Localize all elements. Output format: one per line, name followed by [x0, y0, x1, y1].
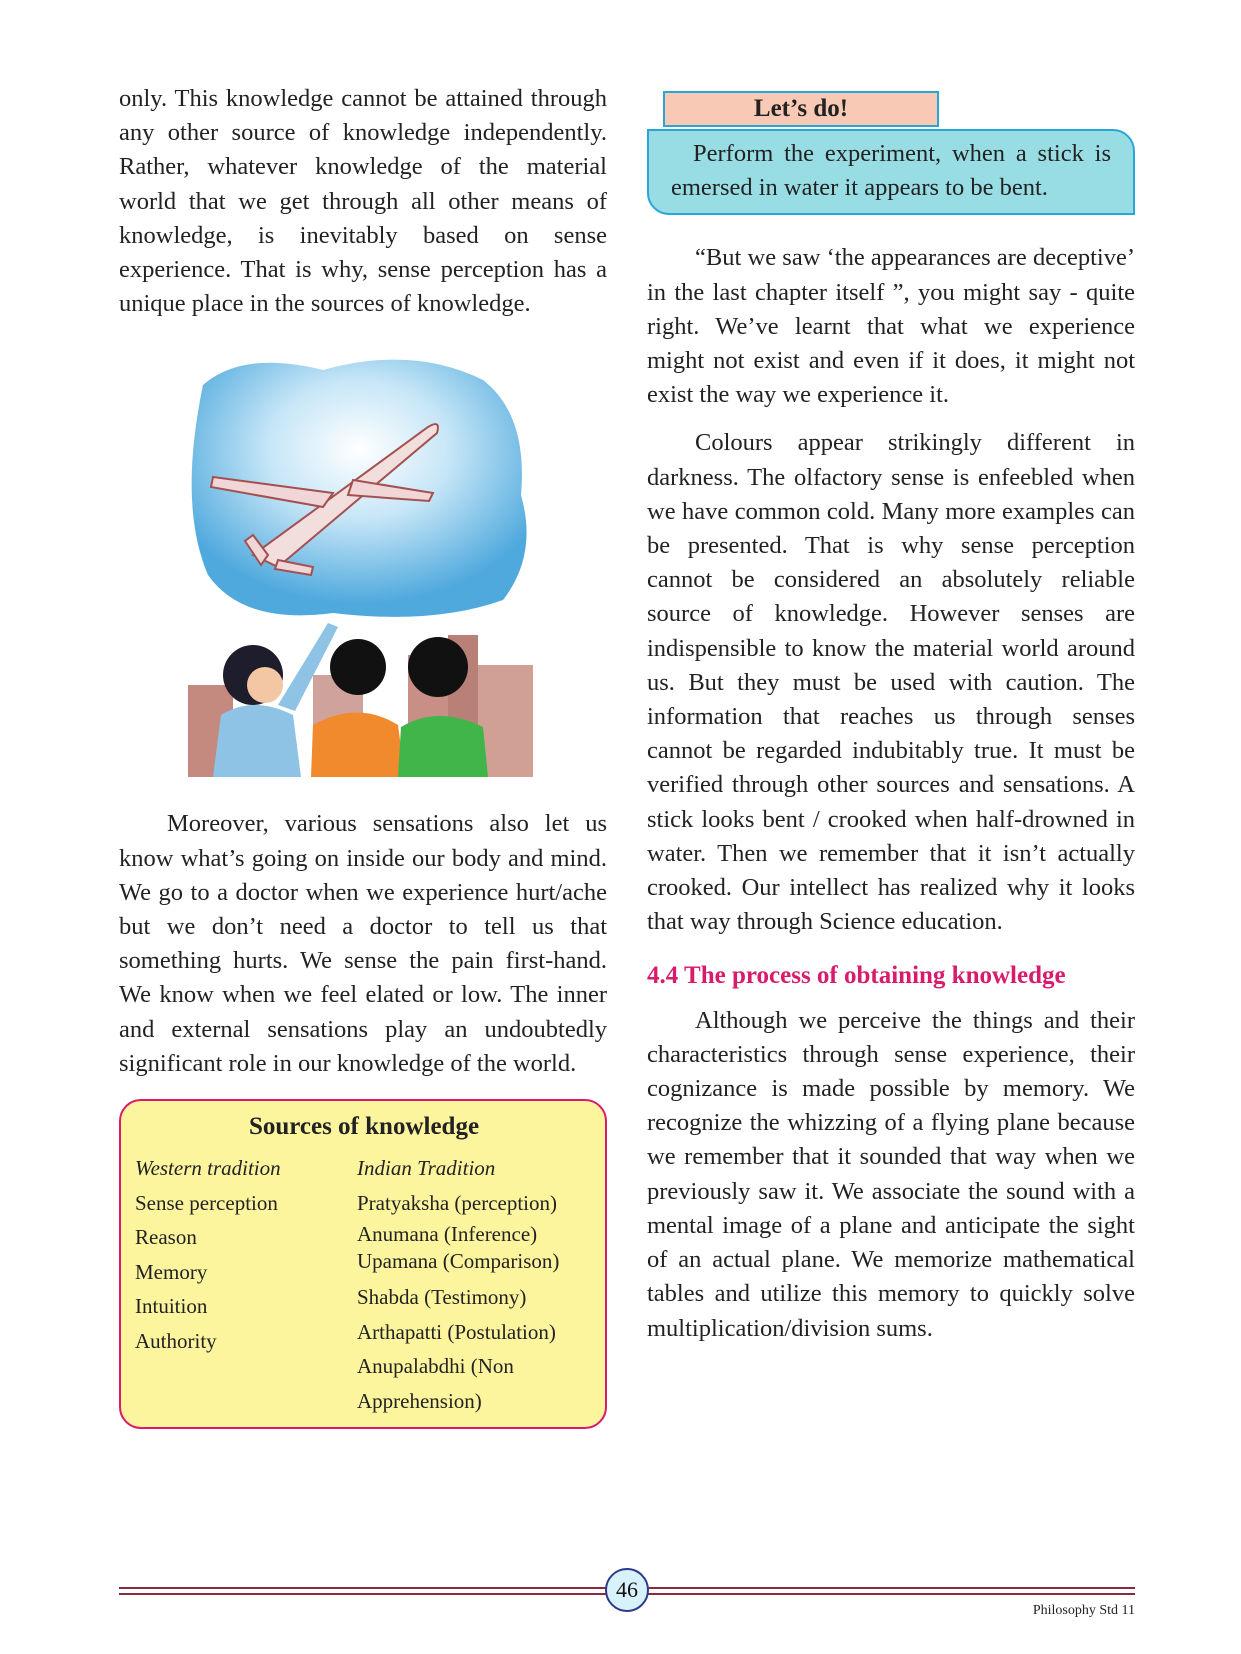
- western-tradition-heading: Western tradition: [135, 1156, 281, 1181]
- left-paragraph-1: only. This knowledge cannot be attained through any other source of knowledge independently. Rather, whatever knowledge of the material world that we get through all other means of knowledge, is inevitably based on sense experience. That is why, sense perception has a unique place in the sources of knowledge.: [119, 85, 607, 318]
- right-paragraph-1: “But we saw ‘the appearances are deceptive’ in the last chapter itself ”, you might say - quite right. We’ve learnt that what we experience might not exist and even if it does, it might not exist the way we experience it.: [647, 244, 1135, 409]
- western-item: Intuition: [135, 1294, 208, 1319]
- sources-of-knowledge-box: [119, 1099, 607, 1429]
- indian-item: Anupalabdhi (Non: [357, 1354, 514, 1379]
- lets-do-box: [647, 129, 1135, 215]
- illustration-children-watching-airplane: [183, 355, 543, 777]
- indian-tradition-heading: Indian Tradition: [357, 1156, 496, 1181]
- lets-do-text: Perform the experiment, when a stick is emersed in water it appears to be bent.: [671, 140, 1111, 202]
- right-column: [647, 91, 1135, 1346]
- footer-book-title: Philosophy Std 11: [1032, 1603, 1135, 1618]
- right-paragraph-3: Although we perceive the things and their characteristics through sense experience, their cognizance is made possible by memory. We recognize the whizzing of a flying plane because we remember that it sounded that way when we previously saw it. We associate the sound with a mental image of a plane and anticipate the sight of an actual plane. We memorize mathematical tables and utilize this memory to quickly solve multiplication/division sums.: [647, 1006, 1135, 1342]
- indian-tradition-column: [357, 1151, 559, 1418]
- sources-box-title: Sources of knowledge: [248, 1113, 480, 1141]
- indian-item: Arthapatti (Postulation): [357, 1319, 556, 1344]
- page-number: 46: [605, 1568, 649, 1612]
- indian-item: Anumana (Inference): [357, 1222, 538, 1247]
- section-heading-4-4: 4.4 The process of obtaining knowledge: [647, 962, 1066, 990]
- western-item: Sense perception: [135, 1190, 278, 1215]
- western-tradition-column: [135, 1151, 357, 1418]
- left-paragraph-2: Moreover, various sensations also let us know what’s going on inside our body and mind. We go to a doctor when we experience hurt/ache but we don’t need a doctor to tell us that something hurts. We sense the pain first-hand. We know when we feel elated or low. The inner and external sensations play an undoubtedly significant role in our knowledge of the world.: [119, 810, 607, 1077]
- western-item: Reason: [135, 1225, 197, 1250]
- right-paragraph-2: Colours appear strikingly different in darkness. The olfactory sense is enfeebled when we have common cold. Many more examples can be presented. That is why sense perception cannot be considered an absolutely reliable source of knowledge. However senses are indispensible to know the material world around us. But they must be used with caution. The information that reaches us through senses cannot be regarded indubitably true. It must be verified through other sources and sensations. A stick looks bent / crooked when half-drowned in water. Then we remember that it isn’t actually crooked. Our intellect has realized why it looks that way through Science education.: [647, 429, 1135, 936]
- western-item: Authority: [135, 1328, 217, 1353]
- lets-do-label: Let’s do!: [663, 91, 939, 127]
- left-column: [119, 82, 607, 1429]
- indian-item: Pratyaksha (perception): [357, 1190, 558, 1215]
- indian-item: Apprehension): [357, 1388, 482, 1413]
- western-item: Memory: [135, 1259, 208, 1284]
- indian-item: Upamana (Comparison): [357, 1249, 560, 1274]
- indian-item: Shabda (Testimony): [357, 1285, 527, 1310]
